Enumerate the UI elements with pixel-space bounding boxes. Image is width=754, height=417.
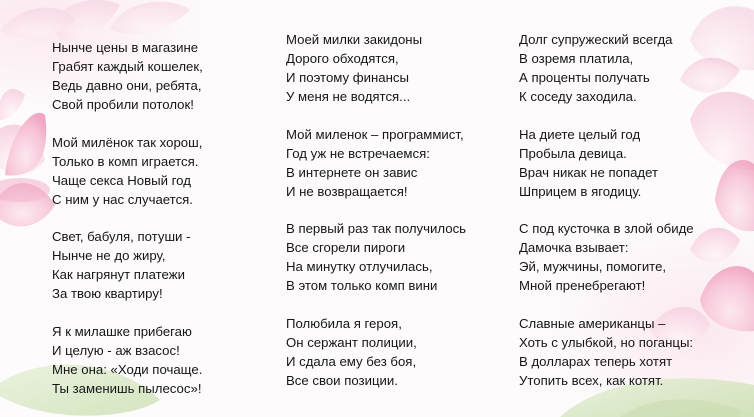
poem-line: Мой милёнок так хорош,: [52, 134, 203, 150]
poem-line: В озремя платила,: [519, 51, 634, 66]
poem-line: Дорого обходятся,: [286, 51, 399, 66]
poem-line: Пробыла девица.: [519, 145, 627, 161]
poem-line: И целую - аж взасос!: [52, 342, 180, 358]
poem-line: Хоть с улыбкой, но поганцы:: [519, 334, 694, 350]
stanza: [519, 219, 694, 295]
poem-line: Я к милашке прибегаю: [52, 323, 192, 339]
poem-line: Ведь давно они, ребята,: [52, 78, 202, 93]
stanza: [519, 30, 694, 106]
poem-line: В долларах теперь хотят: [519, 353, 673, 369]
stanza: [286, 219, 466, 295]
poem-line: Мной пренебрегают!: [519, 278, 646, 293]
stanza: [286, 314, 466, 390]
poem-line: Нынче цены в магазине: [52, 40, 199, 55]
poem-line: И сдала ему без боя,: [286, 353, 417, 369]
poem-line: А проценты получать: [519, 70, 650, 85]
stanza: [519, 125, 694, 201]
poem-column-3: [519, 30, 694, 408]
poem-line: Утопить всех, как котят.: [519, 372, 664, 388]
poem-line: Моей милки закидоны: [286, 32, 423, 47]
stanza: [52, 38, 203, 114]
poem-line: Мой миленок – программист,: [286, 126, 464, 142]
stanza: [286, 30, 466, 106]
poem-line: В интернете он завис: [286, 164, 418, 180]
poem-line: Чаще секса Новый год: [52, 172, 191, 188]
poem-line: Как нагрянут платежи: [52, 267, 185, 282]
poem-line: С под кусточка в злой обиде: [519, 221, 694, 236]
poem-line: Свой пробили потолок!: [52, 97, 194, 112]
poem-line: В этом только комп вини: [286, 278, 438, 293]
poem-line: И не возвращается!: [286, 183, 408, 199]
stanza: [52, 322, 203, 398]
poem-line: За твою квартиру!: [52, 286, 163, 301]
poem-line: Эй, мужчины, помогите,: [519, 259, 667, 274]
poem-line: Свет, бабуля, потуши -: [52, 229, 191, 244]
poem-line: Дамочка взывает:: [519, 240, 629, 255]
poem-line: Долг супружеский всегда: [519, 32, 673, 47]
poem-line: Мне она: «Ходи почаще.: [52, 361, 203, 377]
poem-line: Ты заменишь пылесос»!: [52, 380, 202, 396]
poem-column-1: [52, 38, 203, 416]
poem-line: У меня не водятся...: [286, 89, 411, 104]
poem-line: Все сгорели пироги: [286, 240, 406, 255]
stanza: [52, 227, 203, 303]
poem-line: Грабят каждый кошелек,: [52, 59, 203, 74]
poem-column-2: [286, 30, 466, 408]
poem-line: Шприцем в ягодицу.: [519, 183, 642, 199]
poem-line: На минутку отлучилась,: [286, 259, 433, 274]
poem-line: Врач никак не попадет: [519, 164, 659, 180]
poem-line: Год уж не встречаемся:: [286, 145, 430, 161]
stanza: [519, 314, 694, 390]
poem-line: Полюбила я героя,: [286, 315, 402, 331]
stanza: [286, 125, 466, 201]
stanza: [52, 133, 203, 209]
poem-line: Славные американцы –: [519, 315, 666, 331]
poem-line: Нынче не до жиру,: [52, 248, 166, 263]
poem-line: На диете целый год: [519, 126, 641, 142]
poem-line: Только в комп играется.: [52, 153, 199, 169]
poem-line: К соседу заходила.: [519, 89, 637, 104]
poem-line: В первый раз так получилось: [286, 221, 467, 236]
poem-line: И поэтому финансы: [286, 70, 409, 85]
poem-line: С ним у нас случается.: [52, 191, 193, 207]
poem-line: Все свои позиции.: [286, 372, 398, 388]
poem-line: Он сержант полиции,: [286, 334, 417, 350]
